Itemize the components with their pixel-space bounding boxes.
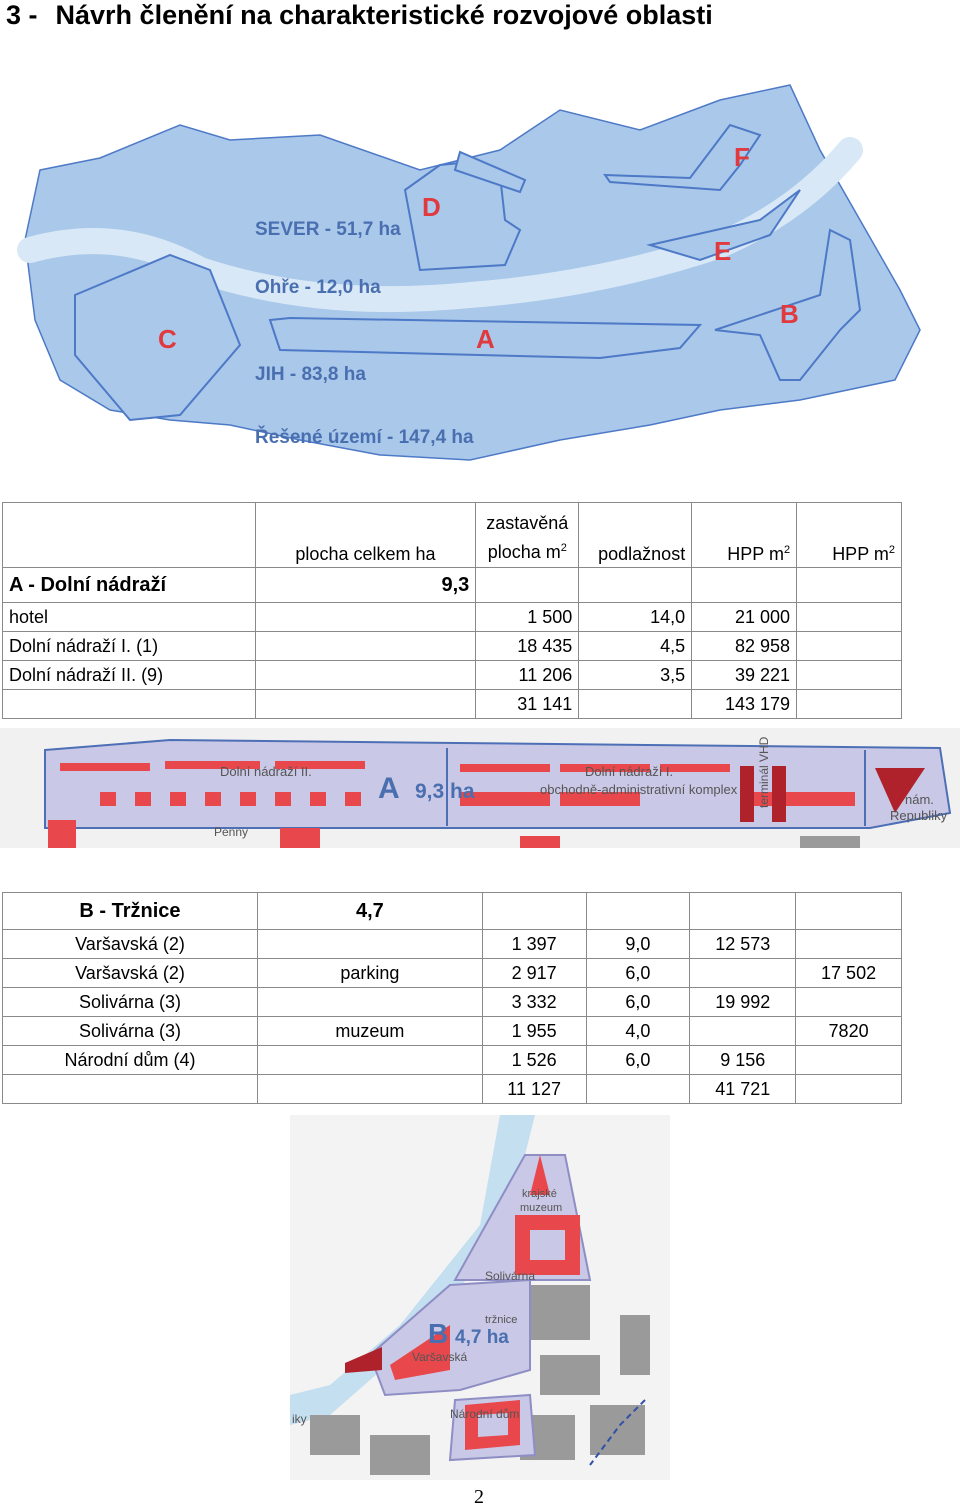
table-a-header [3,503,902,568]
map-a-terminal-left [740,766,754,822]
table-a-section [3,568,902,603]
header-hpp1: HPP $m^2$ [692,503,797,568]
heading-text: Návrh členění na charakteristické rozvojové oblasti [55,0,713,30]
map-a-oak: obchodně-administrativní komplex [540,782,738,797]
table-row: Solivárna (3) muzeum 1 955 4,0 7820 [3,1017,902,1046]
header-plocha: plocha celkem ha [255,503,476,568]
total-zast: 11 127 [482,1075,586,1104]
header-zastavena: zastavěná plocha $m^2$ [476,503,579,568]
letter-e: E [714,236,732,266]
table-b-totals [3,1075,902,1104]
total-hpp: 41 721 [690,1075,796,1104]
section-name: A - Dolní nádraží [3,568,256,603]
page-heading [6,0,713,31]
section-name: B - Tržnice [3,893,258,930]
map-a-vhd: terminál VHD [757,736,771,808]
map-b-ha: 4,7 ha [455,1327,509,1348]
map-b-varsavska: Varšavská [412,1350,468,1364]
label-jih: JIH - 83,8 ha [255,364,366,385]
table-a [2,502,902,719]
table-row: Dolní nádraží II. (9) 11 206 3,5 39 221 [3,661,902,690]
map-a-zone [45,740,950,828]
heading-number: 3 - [6,0,38,30]
header-blank [3,503,256,568]
letter-d: D [422,192,441,222]
table-b [2,892,902,1104]
table-b-section [3,893,902,930]
map-a-dn1: Dolní nádraží I. [585,764,674,779]
table-row: Varšavská (2) parking 2 917 6,0 17 502 [3,959,902,988]
map-a-terminal-right [772,766,786,822]
map-a-dn2: Dolní nádraží II. [220,764,312,779]
map-b-krajske1: krajské [522,1188,557,1200]
letter-b: B [780,299,799,329]
table-row: Dolní nádraží I. (1) 18 435 4,5 82 958 [3,632,902,661]
label-reseno: Řešené území - 147,4 ha [255,427,474,448]
letter-f: F [734,142,750,172]
header-hpp2: HPP $m^2$ [797,503,902,568]
map-b [290,1115,670,1480]
table-a-totals [3,690,902,719]
letter-c: C [158,324,177,354]
total-zast: 31 141 [476,690,579,719]
map-a-penny: Penny [214,825,249,839]
letter-a: A [476,324,495,354]
label-sever: SEVER - 51,7 ha [255,219,401,240]
overview-map [0,80,960,470]
label-ohre: Ohře - 12,0 ha [255,277,381,298]
header-podlaznost: podlažnost [579,503,692,568]
map-b-krajske2: muzeum [520,1202,563,1214]
map-b-trznice: tržnice [485,1314,518,1326]
map-a-ha: 9,3 ha [415,780,475,803]
table-row: hotel 1 500 14,0 21 000 [3,603,902,632]
map-b-letter: B [428,1318,449,1349]
table-row: Solivárna (3) 3 332 6,0 19 992 [3,988,902,1017]
table-row: Národní dům (4) 1 526 6,0 9 156 [3,1046,902,1075]
section-area: 9,3 [255,568,476,603]
map-b-narodni: Národní dům [450,1407,520,1421]
map-b-iky: iky [292,1412,307,1426]
map-a-nam1: nám. [905,792,934,807]
total-hpp: 143 179 [692,690,797,719]
map-a-letter: A [378,772,400,805]
map-a [0,728,960,848]
map-b-solivarna: Solivárna [485,1269,536,1283]
page-number: 2 [474,1486,484,1508]
section-area: 4,7 [257,893,482,930]
table-row: Varšavská (2) 1 397 9,0 12 573 [3,930,902,959]
map-a-nam2: Republiky [890,808,948,823]
